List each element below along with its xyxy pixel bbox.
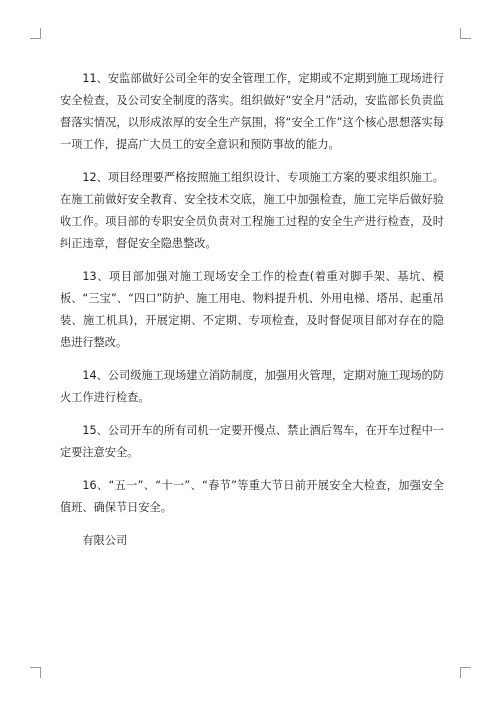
crop-mark-bottom-right [460, 667, 471, 678]
crop-mark-bottom-left [30, 667, 41, 678]
paragraph-15: 15、公司开车的所有司机一定要开慢点、禁止酒后驾车，在开车过程中一定要注意安全。 [60, 424, 444, 459]
paragraph-16: 16、“五一”、“十一”、“春节”等重大节日前开展安全大检查，加强安全值班、确保节日安全。 [60, 479, 444, 514]
paragraph-13: 13、项目部加强对施工现场安全工作的检查(着重对脚手架、基坑、模板、“三宝”、“四口”防护、施工用电、物料提升机、外用电梯、塔吊、起重吊装、施工机具)，开展定期、不定期、专项检查，及时督促项目部对存在的隐患进行整改。 [60, 270, 444, 349]
crop-mark-top-left [30, 28, 41, 39]
paragraph-12: 12、项目经理要严格按照施工组织设计、专项施工方案的要求组织施工。在施工前做好安全教育、安全技术交底，施工中加强检查，施工完毕后做好验收工作。项目部的专职安全员负责对工程施工过程的安全生产进行检查，及时纠正违章，督促安全隐患整改。 [60, 171, 444, 250]
document-body [60, 68, 444, 552]
paragraph-11: 11、安监部做好公司全年的安全管理工作，定期或不定期到施工现场进行安全检查，及公司安全制度的落实。组织做好“安全月”活动，安监部长负责监督落实情况，以形成浓厚的安全生产氛围，将“安全工作”这个核心思想落实每一项工作，提高广大员工的安全意识和预防事故的能力。 [60, 72, 444, 151]
crop-mark-top-right [460, 28, 471, 39]
paragraph-14: 14、公司级施工现场建立消防制度，加强用火管理，定期对施工现场的防火工作进行检查。 [60, 369, 444, 404]
company-signature: 有限公司 [82, 534, 128, 547]
